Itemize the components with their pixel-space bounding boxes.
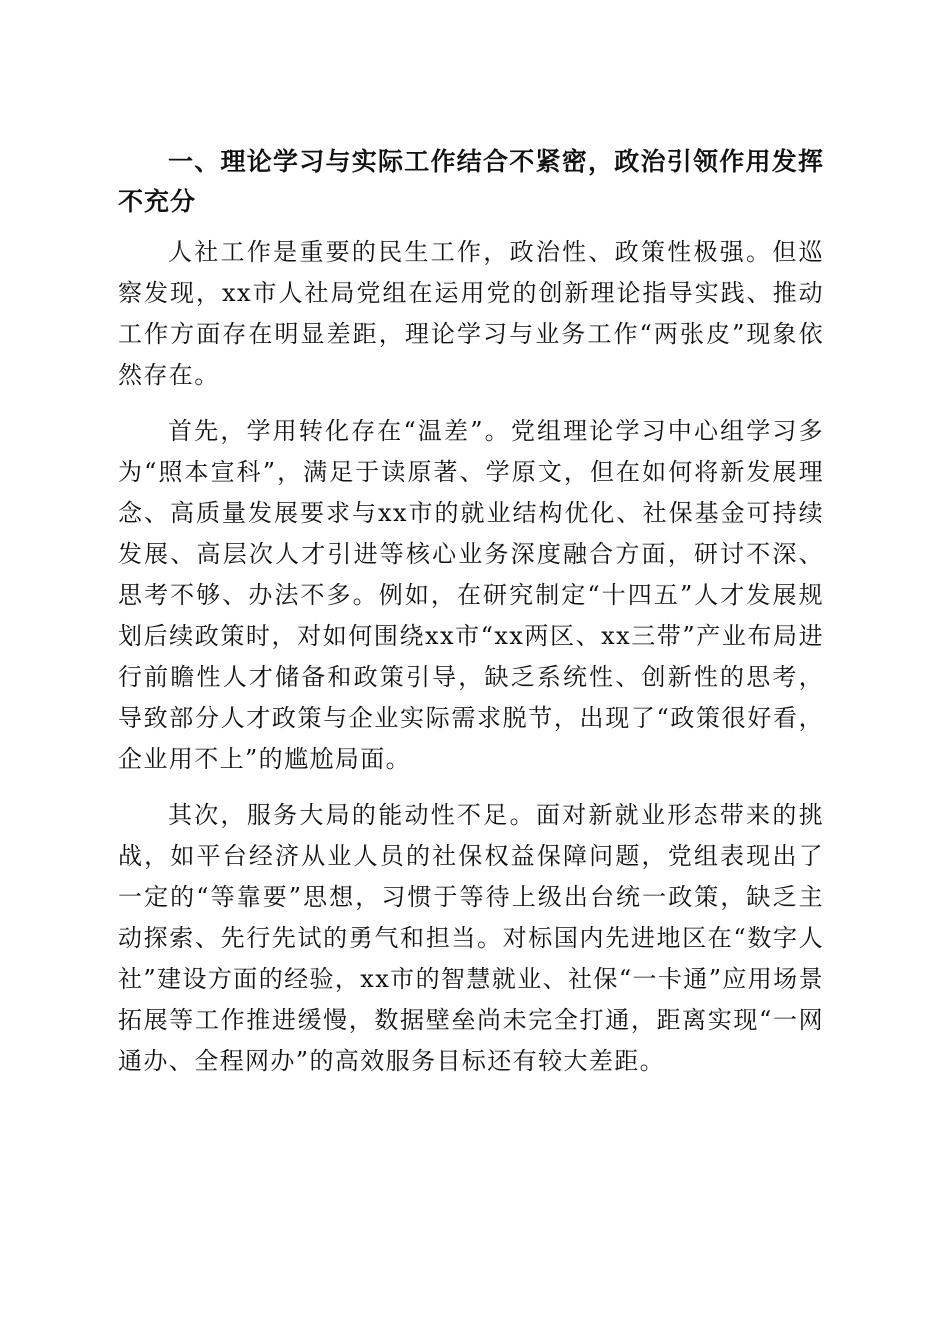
paragraph-second-point: 其次，服务大局的能动性不足。面对新就业形态带来的挑战，如平台经济从业人员的社保权益保障问题，党组表现出了一定的“等靠要”思想，习惯于等待上级出台统一政策，缺乏主动探索、先行先试的勇气和担当。对标国内先进地区在“数字人社”建设方面的经验，xx市的智慧就业、社保“一卡通”应用场景拓展等工作推进缓慢，数据壁垒尚未完全打通，距离实现“一网通办、全程网办”的高效服务目标还有较大差距。 — [118, 801, 824, 1075]
paragraph-intro: 人社工作是重要的民生工作，政治性、政策性极强。但巡察发现，xx市人社局党组在运用党的创新理论指导实践、推动工作方面存在明显差距，理论学习与业务工作“两张皮”现象依然存在。 — [118, 238, 824, 389]
paragraph-first-point: 首先，学用转化存在“温差”。党组理论学习中心组学习多为“照本宣科”，满足于读原著、学原文，但在如何将新发展理念、高质量发展要求与xx市的就业结构优化、社保基金可持续发展、高层次人才引进等核心业务深度融合方面，研讨不深、思考不够、办法不多。例如，在研究制定“十四五”人才发展规划后续政策时，对如何围绕xx市“xx两区、xx三带”产业布局进行前瞻性人才储备和政策引导，缺乏系统性、创新性的思考，导致部分人才政策与企业实际需求脱节，出现了“政策很好看，企业用不上”的尴尬局面。 — [118, 417, 824, 773]
section-heading: 一、理论学习与实际工作结合不紧密，政治引领作用发挥不充分 — [118, 147, 824, 216]
document-body — [118, 142, 824, 1082]
